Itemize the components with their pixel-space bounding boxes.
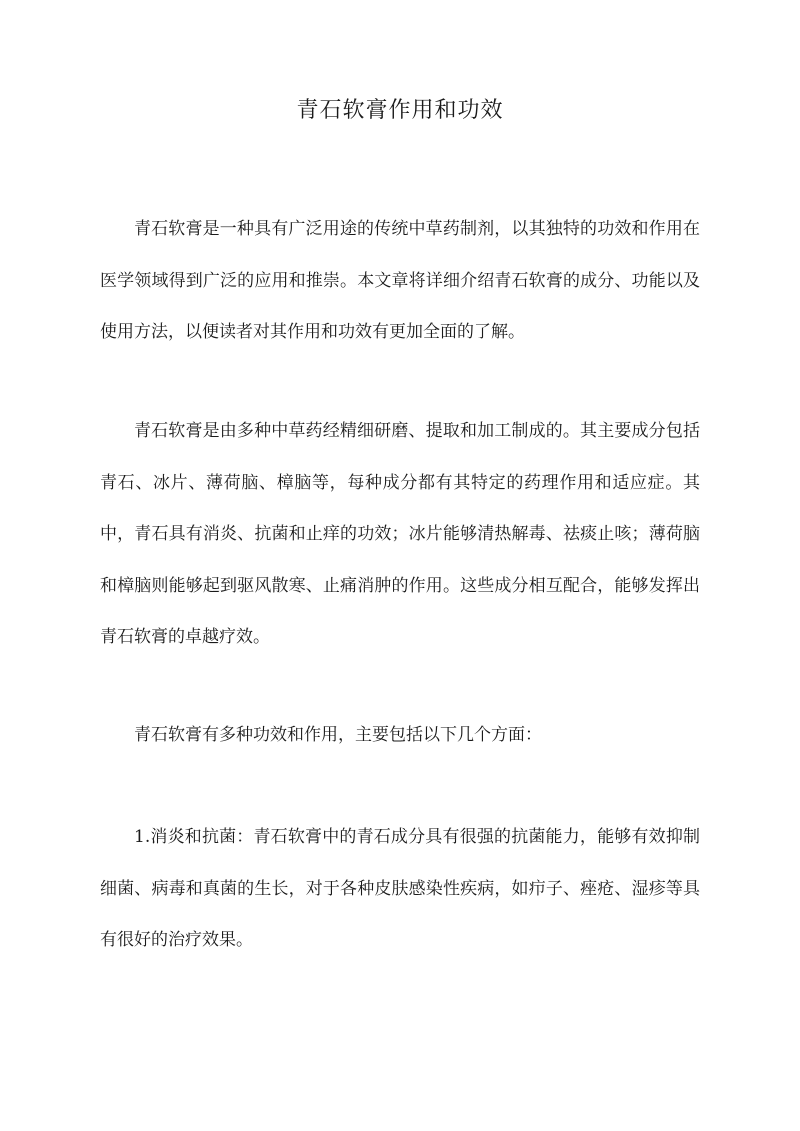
document-title: 青石软膏作用和功效 — [296, 98, 504, 123]
paragraph-ingredients: 青石软膏是由多种中草药经精细研磨、提取和加工制成的。其主要成分包括青石、冰片、薄荷脑、樟脑等，每种成分都有其特定的药理作用和适应症。其中，青石具有消炎、抗菌和止痒的功效；冰片能够清热解毒、祛痰止咳；薄荷脑和樟脑则能够起到驱风散寒、止痛消肿的作用。这些成分相互配合，能够发挥出青石软膏的卓越疗效。 — [100, 421, 700, 647]
paragraph-effect-1: 1.消炎和抗菌：青石软膏中的青石成分具有很强的抗菌能力，能够有效抑制细菌、病毒和真菌的生长，对于各种皮肤感染性疾病，如疖子、痤疮、湿疹等具有很好的治疗效果。 — [100, 827, 700, 950]
paragraph-effects-intro: 青石软膏有多种功效和作用，主要包括以下几个方面： — [134, 725, 542, 745]
paragraph-intro: 青石软膏是一种具有广泛用途的传统中草药制剂，以其独特的功效和作用在医学领域得到广泛的应用和推崇。本文章将详细介绍青石软膏的成分、功能以及使用方法，以便读者对其作用和功效有更加全面的了解。 — [100, 219, 700, 342]
